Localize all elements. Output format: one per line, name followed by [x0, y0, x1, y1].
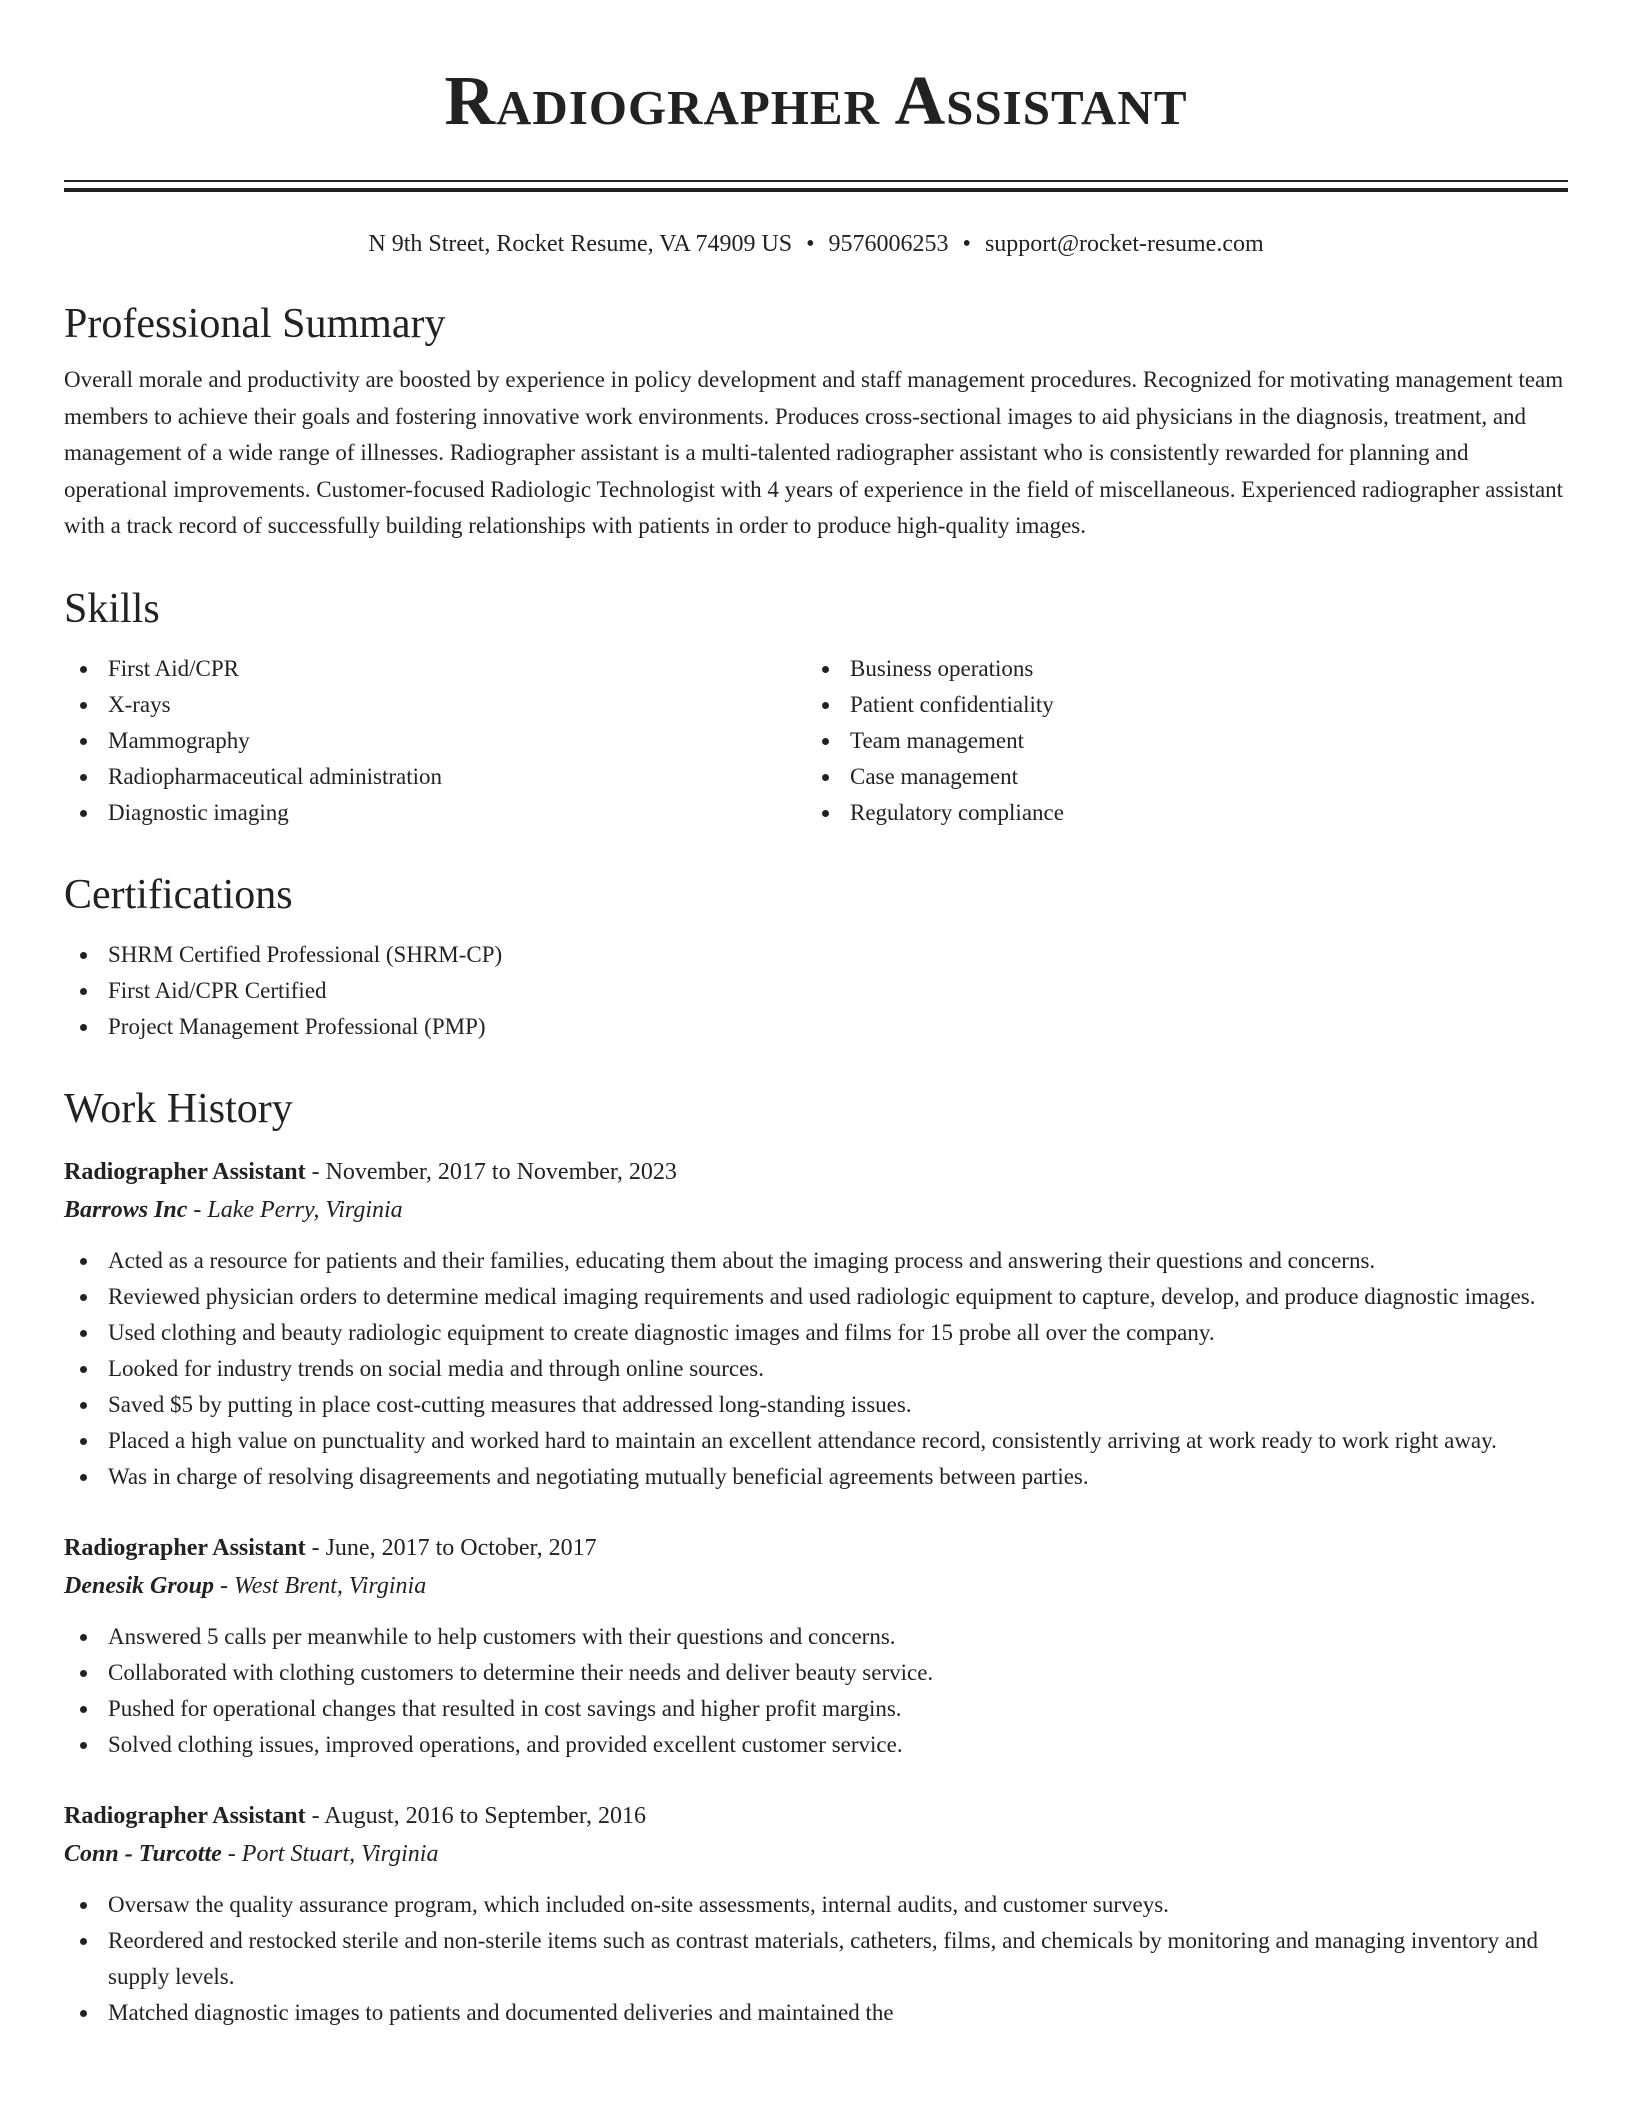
job-company: Denesik Group — [64, 1572, 215, 1599]
contact-address: N 9th Street, Rocket Resume, VA 74909 US — [368, 231, 793, 257]
job-bullet: Placed a high value on punctuality and worked hard to maintain an excellent attendance record, consistently arriving at work ready to work right away. — [64, 1423, 1568, 1459]
job-bullet: Saved $5 by putting in place cost-cutting measures that addressed long-standing issues. — [64, 1387, 1568, 1423]
title-divider-thick — [64, 188, 1568, 192]
job-dates: - November, 2017 to November, 2023 — [305, 1158, 677, 1185]
job-company-line — [64, 1191, 1568, 1229]
title-divider-thin — [64, 180, 1568, 182]
job-role: Radiographer Assistant — [64, 1158, 306, 1185]
skill-item: Regulatory compliance — [806, 795, 1548, 831]
skill-item: Business operations — [806, 651, 1548, 687]
job-company-line — [64, 1835, 1568, 1873]
job-bullets — [64, 1243, 1568, 1495]
job-entry — [64, 1153, 1568, 1495]
certifications-heading: Certifications — [64, 871, 293, 918]
job-dates: - August, 2016 to September, 2016 — [305, 1802, 646, 1829]
job-entry — [64, 1529, 1568, 1763]
summary-heading: Professional Summary — [64, 301, 446, 347]
job-title-line — [64, 1153, 1568, 1191]
skill-item: Patient confidentiality — [806, 687, 1548, 723]
contact-separator: • — [806, 231, 815, 257]
contact-line — [64, 228, 1568, 260]
job-bullets — [64, 1887, 1568, 2031]
contact-email: support@rocket-resume.com — [984, 231, 1264, 257]
skills-grid — [64, 651, 1568, 831]
job-bullet: Used clothing and beauty radiologic equipment to create diagnostic images and films for 15 probe all over the company. — [64, 1315, 1568, 1351]
skills-heading: Skills — [64, 585, 160, 632]
job-bullet: Solved clothing issues, improved operations, and provided excellent customer service. — [64, 1727, 1568, 1763]
job-bullet: Reviewed physician orders to determine medical imaging requirements and used radiologic equipment to capture, develop, and produce diagnostic images. — [64, 1279, 1568, 1315]
job-bullets — [64, 1619, 1568, 1763]
job-bullet: Acted as a resource for patients and their families, educating them about the imaging process and answering their questions and concerns. — [64, 1243, 1568, 1279]
contact-separator: • — [962, 231, 971, 257]
job-role: Radiographer Assistant — [64, 1802, 306, 1829]
skill-item: First Aid/CPR — [64, 651, 806, 687]
job-company: Barrows Inc — [64, 1196, 188, 1223]
job-bullet: Matched diagnostic images to patients and documented deliveries and maintained the — [64, 1995, 1568, 2031]
skill-item: Mammography — [64, 723, 806, 759]
job-bullet: Collaborated with clothing customers to determine their needs and deliver beauty service. — [64, 1655, 1568, 1691]
certification-item: SHRM Certified Professional (SHRM-CP) — [64, 937, 1568, 973]
skill-item: Radiopharmaceutical administration — [64, 759, 806, 795]
work-history-heading: Work History — [64, 1085, 293, 1132]
contact-phone: 9576006253 — [828, 231, 949, 257]
job-location: - Lake Perry, Virginia — [187, 1196, 403, 1223]
skill-item: Team management — [806, 723, 1548, 759]
job-bullet: Looked for industry trends on social media and through online sources. — [64, 1351, 1568, 1387]
certification-item: Project Management Professional (PMP) — [64, 1009, 1568, 1045]
summary-text: Overall morale and productivity are boosted by experience in policy development and staff management procedures. Recognized for motivating management team members to achieve their goals and fostering innovative work environments. Produces cross-sectional images to aid physicians in the diagnosis, treatment, and management of a wide range of illnesses. Radiographer assistant is a multi-talented radiographer assistant who is consistently rewarded for planning and operational improvements. Customer-focused Radiologic Technologist with 4 years of experience in the field of miscellaneous. Experienced radiographer assistant with a track record of successfully building relationships with patients in order to produce high-quality images. — [64, 367, 1564, 538]
skill-item: Case management — [806, 759, 1548, 795]
job-entry — [64, 1797, 1568, 2031]
job-location: - West Brent, Virginia — [214, 1572, 427, 1599]
job-bullet: Oversaw the quality assurance program, which included on-site assessments, internal audits, and customer surveys. — [64, 1887, 1568, 1923]
certifications-list — [64, 937, 1568, 1045]
job-bullet: Answered 5 calls per meanwhile to help customers with their questions and concerns. — [64, 1619, 1568, 1655]
skill-item: Diagnostic imaging — [64, 795, 806, 831]
job-bullet: Reordered and restocked sterile and non-sterile items such as contrast materials, catheters, films, and chemicals by monitoring and managing inventory and supply levels. — [64, 1923, 1568, 1995]
job-dates: - June, 2017 to October, 2017 — [305, 1534, 597, 1561]
skills-list-right — [806, 651, 1548, 831]
certification-item: First Aid/CPR Certified — [64, 973, 1568, 1009]
job-role: Radiographer Assistant — [64, 1534, 306, 1561]
job-bullet: Pushed for operational changes that resulted in cost savings and higher profit margins. — [64, 1691, 1568, 1727]
job-bullet: Was in charge of resolving disagreements and negotiating mutually beneficial agreements between parties. — [64, 1459, 1568, 1495]
job-title-line — [64, 1529, 1568, 1567]
job-company-line — [64, 1567, 1568, 1605]
skills-list-left — [64, 651, 806, 831]
job-company: Conn - Turcotte — [64, 1840, 222, 1867]
skill-item: X-rays — [64, 687, 806, 723]
resume-title: Radiographer Assistant — [444, 63, 1188, 140]
job-title-line — [64, 1797, 1568, 1835]
job-location: - Port Stuart, Virginia — [221, 1840, 439, 1867]
